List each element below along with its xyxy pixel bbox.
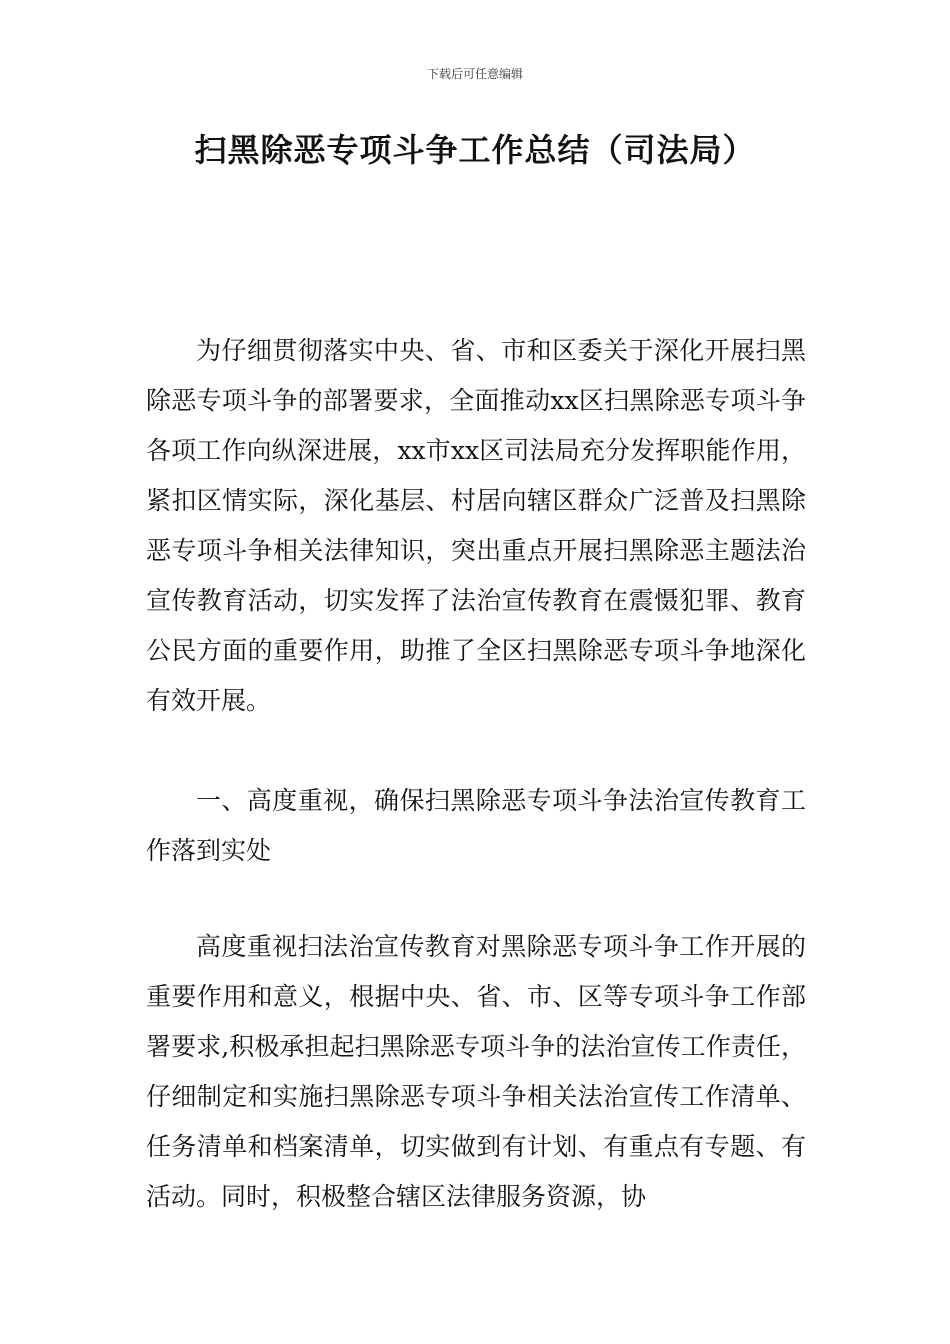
section-heading-1: 一、高度重视，确保扫黑除恶专项斗争法治宣传教育工作落到实处 (146, 786, 806, 865)
paragraph-section-1: 高度重视扫法治宣传教育对黑除恶专项斗争工作开展的重要作用和意义，根据中央、省、市、区等专项斗争工作部署要求,积极承担起扫黑除恶专项斗争的法治宣传工作责任，仔细制定和实施扫黑除恶专项斗争相关法治宣传工作清单、任务清单和档案清单，切实做到有计划、有重点有专题、有活动。同时，积极整合辖区法律服务资源，协 (146, 932, 806, 1211)
paragraph-intro: 为仔细贯彻落实中央、省、市和区委关于深化开展扫黑除恶专项斗争的部署要求，全面推动xx区扫黑除恶专项斗争各项工作向纵深进展，xx市xx区司法局充分发挥职能作用，紧扣区情实际，深化基层、村居向辖区群众广泛普及扫黑除恶专项斗争相关法律知识，突出重点开展扫黑除恶主题法治宣传教育活动，切实发挥了法治宣传教育在震慑犯罪、教育公民方面的重要作用，助推了全区扫黑除恶专项斗争地深化有效开展。 (146, 336, 806, 715)
header-note: 下载后可任意编辑 (426, 67, 523, 81)
document-title: 扫黑除恶专项斗争工作总结（司法局） (194, 131, 756, 169)
